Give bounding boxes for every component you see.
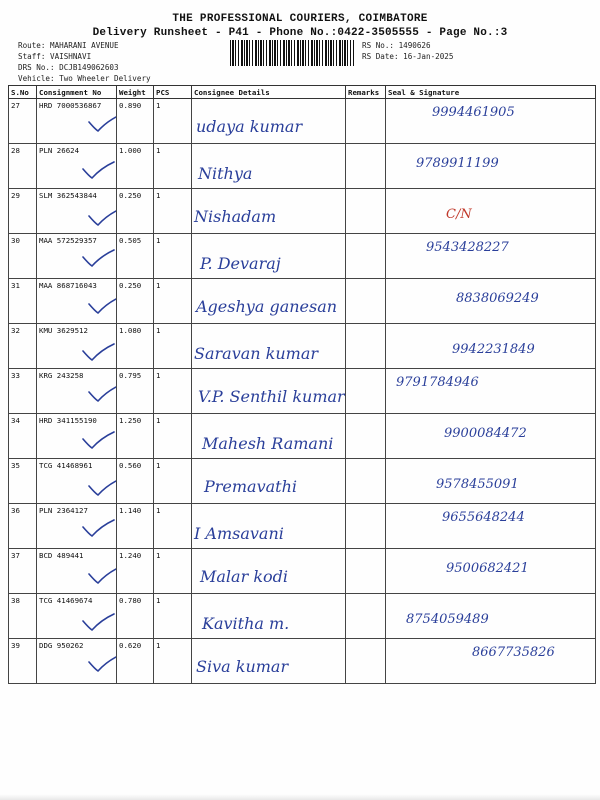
cell-remarks [346, 279, 386, 324]
vehicle-label: Vehicle: Two Wheeler Delivery [18, 74, 151, 83]
consignment-number: HRD 7000536867 [39, 101, 102, 110]
table-row [9, 594, 596, 639]
tick-mark-icon [87, 477, 117, 497]
cell-consignment [37, 414, 117, 459]
cell-consignment [37, 594, 117, 639]
cell-weight: 1.250 [117, 414, 154, 459]
consignment-number: MAA 572529357 [39, 236, 97, 245]
cell-consignment [37, 99, 117, 144]
table-body [9, 99, 596, 684]
cell-consignee [192, 639, 346, 684]
cell-pcs: 1 [154, 594, 192, 639]
table-row [9, 279, 596, 324]
cell-weight: 0.250 [117, 189, 154, 234]
cell-weight: 0.890 [117, 99, 154, 144]
staff-label: Staff: VAISHNAVI [18, 52, 92, 61]
cell-consignee [192, 459, 346, 504]
cell-remarks [346, 549, 386, 594]
barcode-image [230, 40, 354, 66]
header-pcs: PCS [154, 86, 192, 99]
cell-remarks [346, 639, 386, 684]
cell-signature [386, 144, 596, 189]
consignment-number: KRG 243258 [39, 371, 84, 380]
cell-consignee [192, 189, 346, 234]
consignee-name: Premavathi [204, 477, 298, 496]
signature-text: 8754059489 [406, 612, 489, 627]
cell-consignment [37, 549, 117, 594]
cell-pcs: 1 [154, 549, 192, 594]
table-row [9, 234, 596, 279]
cell-sno: 34 [9, 414, 37, 459]
header-sno: S.No [9, 86, 37, 99]
tick-mark-icon [87, 113, 117, 133]
consignee-name: P. Devaraj [200, 254, 281, 273]
cell-consignee [192, 99, 346, 144]
signature-text: 9789911199 [416, 156, 499, 171]
signature-text: C/N [446, 207, 472, 222]
cell-consignee [192, 504, 346, 549]
cell-weight: 1.080 [117, 324, 154, 369]
header-remarks: Remarks [346, 86, 386, 99]
consignee-name: Nithya [198, 164, 253, 183]
cell-sno: 27 [9, 99, 37, 144]
cell-weight: 0.505 [117, 234, 154, 279]
cell-consignment [37, 639, 117, 684]
consignee-name: V.P. Senthil kumar [198, 387, 345, 406]
consignment-number: SLM 362543844 [39, 191, 97, 200]
signature-text: 9994461905 [432, 105, 515, 120]
header-weight: Weight [117, 86, 154, 99]
table-row [9, 369, 596, 414]
cell-consignee [192, 279, 346, 324]
cell-remarks [346, 144, 386, 189]
consignment-number: KMU 3629512 [39, 326, 88, 335]
consignment-number: TCG 41468961 [39, 461, 93, 470]
cell-consignee [192, 324, 346, 369]
consignee-name: Nishadam [194, 207, 277, 226]
tick-mark-icon [87, 207, 117, 227]
consignee-name: Kavitha m. [202, 614, 290, 633]
cell-pcs: 1 [154, 99, 192, 144]
cell-sno: 30 [9, 234, 37, 279]
tick-mark-icon [87, 565, 117, 585]
tick-mark-icon [87, 653, 117, 673]
cell-consignee [192, 144, 346, 189]
cell-consignee [192, 549, 346, 594]
signature-text: 9791784946 [396, 375, 479, 390]
table-row [9, 189, 596, 234]
cell-sno: 39 [9, 639, 37, 684]
tick-mark-icon [87, 383, 117, 403]
consignment-number: DDG 950262 [39, 641, 84, 650]
rs-date: RS Date: 16-Jan-2025 [362, 52, 454, 61]
company-title: THE PROFESSIONAL COURIERS, COIMBATORE [172, 13, 428, 25]
rs-number: RS No.: 1490626 [362, 41, 431, 50]
signature-text: 9578455091 [436, 477, 519, 492]
cell-pcs: 1 [154, 639, 192, 684]
cell-consignment [37, 504, 117, 549]
cell-weight: 0.795 [117, 369, 154, 414]
cell-consignment [37, 459, 117, 504]
tick-mark-icon [81, 518, 115, 538]
consignment-number: TCG 41469674 [39, 596, 93, 605]
route-label: Route: MAHARANI AVENUE [18, 41, 119, 50]
consignee-name: Saravan kumar [194, 344, 319, 363]
cell-sno: 28 [9, 144, 37, 189]
consignment-number: MAA 868716043 [39, 281, 97, 290]
cell-remarks [346, 324, 386, 369]
tick-mark-icon [81, 430, 115, 450]
cell-pcs: 1 [154, 459, 192, 504]
consignee-name: I Amsavani [194, 524, 284, 543]
tick-mark-icon [81, 248, 115, 268]
table-header-row [9, 86, 596, 99]
cell-consignment [37, 369, 117, 414]
cell-remarks [346, 369, 386, 414]
cell-weight: 1.000 [117, 144, 154, 189]
table-row [9, 549, 596, 594]
consignment-number: PLN 26624 [39, 146, 80, 155]
cell-consignee [192, 414, 346, 459]
cell-remarks [346, 594, 386, 639]
cell-consignee [192, 234, 346, 279]
signature-text: 9543428227 [426, 240, 509, 255]
cell-consignment [37, 144, 117, 189]
consignee-name: Ageshya ganesan [196, 297, 338, 316]
table-row [9, 414, 596, 459]
consignment-number: HRD 341155190 [39, 416, 97, 425]
cell-signature [386, 504, 596, 549]
header-consignee: Consignee Details [192, 86, 346, 99]
cell-sno: 36 [9, 504, 37, 549]
cell-remarks [346, 504, 386, 549]
cell-signature [386, 369, 596, 414]
cell-sno: 33 [9, 369, 37, 414]
consignee-name: udaya kumar [196, 117, 303, 136]
consignee-name: Mahesh Ramani [202, 434, 334, 453]
signature-text: 8838069249 [456, 291, 539, 306]
tick-mark-icon [81, 342, 115, 362]
cell-pcs: 1 [154, 414, 192, 459]
header-consignment: Consignment No [37, 86, 117, 99]
cell-sno: 32 [9, 324, 37, 369]
signature-text: 9900084472 [444, 426, 527, 441]
cell-remarks [346, 414, 386, 459]
cell-signature [386, 414, 596, 459]
cell-signature [386, 279, 596, 324]
cell-pcs: 1 [154, 369, 192, 414]
cell-sno: 35 [9, 459, 37, 504]
header-signature: Seal & Signature [386, 86, 596, 99]
cell-signature [386, 549, 596, 594]
cell-sno: 38 [9, 594, 37, 639]
tick-mark-icon [81, 160, 115, 180]
cell-sno: 37 [9, 549, 37, 594]
table-row [9, 504, 596, 549]
cell-pcs: 1 [154, 279, 192, 324]
cell-pcs: 1 [154, 504, 192, 549]
runsheet-subtitle: Delivery Runsheet - P41 - Phone No.:0422-3505555 - Page No.:3 [92, 27, 508, 39]
signature-text: 9500682421 [446, 561, 529, 576]
runsheet-table [8, 85, 596, 684]
table-row [9, 459, 596, 504]
consignee-name: Malar kodi [200, 567, 288, 586]
signature-text: 9942231849 [452, 342, 535, 357]
cell-sno: 31 [9, 279, 37, 324]
cell-signature [386, 459, 596, 504]
cell-consignment [37, 234, 117, 279]
table-row [9, 324, 596, 369]
cell-consignment [37, 279, 117, 324]
cell-remarks [346, 189, 386, 234]
cell-weight: 0.250 [117, 279, 154, 324]
cell-signature [386, 99, 596, 144]
scan-edge [0, 794, 600, 800]
cell-consignee [192, 594, 346, 639]
consignment-number: BCD 489441 [39, 551, 84, 560]
cell-consignee [192, 369, 346, 414]
cell-remarks [346, 459, 386, 504]
consignment-number: PLN 2364127 [39, 506, 88, 515]
cell-pcs: 1 [154, 324, 192, 369]
cell-weight: 0.780 [117, 594, 154, 639]
signature-text: 8667735826 [472, 645, 555, 660]
cell-weight: 0.620 [117, 639, 154, 684]
cell-remarks [346, 234, 386, 279]
cell-pcs: 1 [154, 189, 192, 234]
table-row [9, 144, 596, 189]
cell-pcs: 1 [154, 144, 192, 189]
tick-mark-icon [87, 295, 117, 315]
cell-signature [386, 234, 596, 279]
cell-consignment [37, 189, 117, 234]
table-row [9, 99, 596, 144]
cell-signature [386, 594, 596, 639]
cell-signature [386, 324, 596, 369]
tick-mark-icon [81, 612, 115, 632]
cell-remarks [346, 99, 386, 144]
cell-consignment [37, 324, 117, 369]
cell-weight: 0.560 [117, 459, 154, 504]
table-row [9, 639, 596, 684]
cell-weight: 1.140 [117, 504, 154, 549]
cell-pcs: 1 [154, 234, 192, 279]
cell-signature [386, 639, 596, 684]
consignee-name: Siva kumar [196, 657, 289, 676]
drs-number: DRS No.: DCJB149062603 [18, 63, 119, 72]
cell-sno: 29 [9, 189, 37, 234]
cell-signature [386, 189, 596, 234]
cell-weight: 1.240 [117, 549, 154, 594]
signature-text: 9655648244 [442, 510, 525, 525]
